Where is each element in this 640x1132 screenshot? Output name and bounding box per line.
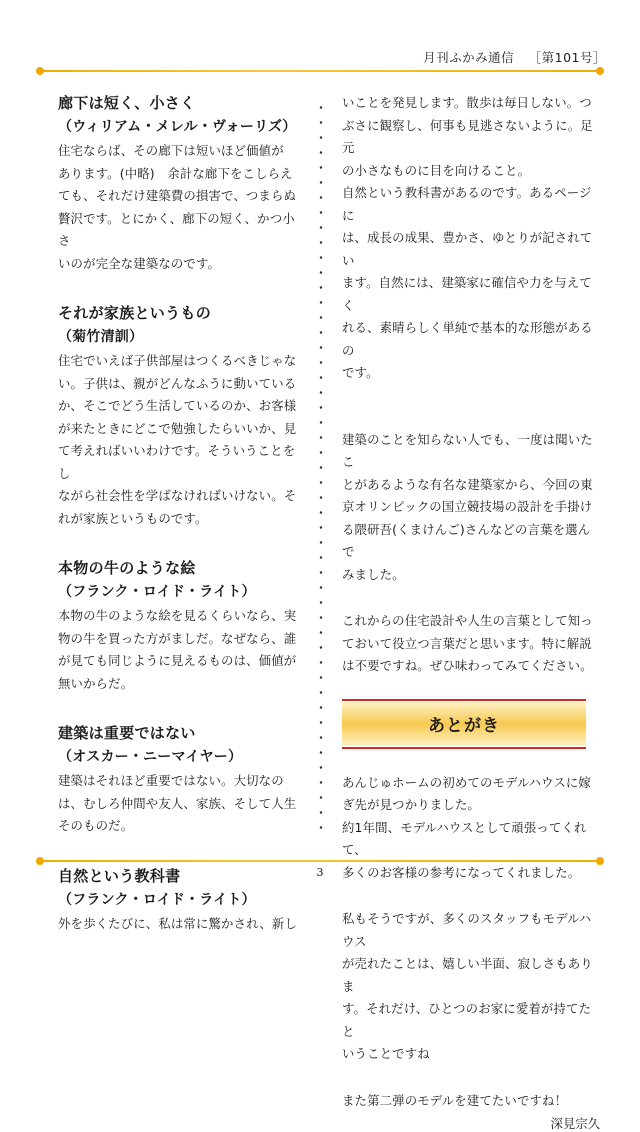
text-line: とがあるような有名な建築家から、今回の東	[342, 476, 593, 492]
text-line: いうことですね	[342, 1046, 430, 1061]
bottom-rule	[40, 860, 600, 862]
quote-body	[58, 140, 304, 275]
quote-title: 廊下は短く、小さく	[58, 94, 196, 112]
text-line: これからの住宅設計や人生の言葉として知っ	[342, 613, 593, 628]
afterword-paragraph	[342, 908, 600, 1066]
afterword-heading: あとがき	[428, 715, 500, 736]
text-line: あんじゅホームの初めてのモデルハウスに嫁	[342, 774, 591, 790]
quote-author: （オスカー・ニーマイヤー）	[58, 749, 243, 765]
text-line: 本物の牛のような絵を見るくらいなら、実	[58, 608, 297, 623]
quote-body-continued	[342, 92, 600, 385]
text-line: ます。自然には、建築家に確信や力を与えてく	[342, 275, 592, 313]
rule-dot	[36, 67, 44, 75]
author-signature: 深見宗久	[550, 1116, 600, 1131]
text-line: 自然という教科書があるのです。あるページに	[342, 185, 592, 223]
text-line: 建築はそれほど重要ではない。大切なの	[58, 773, 284, 788]
column-divider	[319, 100, 323, 840]
text-line: 京オリンピックの国立競技場の設計を手掛け	[342, 499, 593, 514]
quote-author: （フランク・ロイド・ライト）	[58, 891, 256, 908]
quote-author: （フランク・ロイド・ライト）	[58, 584, 256, 600]
text-line: みました。	[342, 566, 405, 582]
afterword-paragraph	[342, 1090, 600, 1113]
left-column	[58, 92, 304, 962]
afterword-banner	[342, 702, 586, 746]
text-line: 無いからだ。	[58, 675, 134, 691]
quote-title: 本物の牛のような絵	[58, 559, 196, 577]
text-line: 建築のことを知らない人でも、一度は聞いたこ	[342, 431, 593, 469]
text-line: そのものだ。	[58, 818, 134, 833]
quote-author: （ウィリアム・メレル・ヴォーリズ）	[58, 119, 297, 135]
text-line: ながら社会性を学ばなければいけない。そ	[58, 488, 297, 503]
quote-body	[58, 913, 304, 936]
rule-dot	[596, 67, 604, 75]
text-line: 多くのお客様の参考になってくれました。	[342, 864, 581, 880]
text-line: いのが完全な建築なのです。	[58, 255, 221, 271]
issue-number: ［第101号］	[528, 50, 606, 65]
text-line: 贅沢です。とにかく、廊下の短く、かつ小さ	[58, 210, 295, 248]
text-line: ぎ先が見つかりました。	[342, 797, 480, 812]
rule-dot	[36, 857, 44, 865]
text-line: 私もそうですが、多くのスタッフもモデルハウス	[342, 911, 592, 949]
publication-name: 月刊ふかみ通信	[423, 50, 515, 65]
text-line: か、そこでどう生活しているのか、お客様	[58, 398, 297, 413]
text-line: 約1年間、モデルハウスとして頑張ってくれて、	[342, 819, 587, 857]
text-line: いことを発見します。散歩は毎日しない。つ	[342, 95, 592, 110]
text-line: ても、それだけ建築費の損害で、つまらぬ	[58, 188, 297, 203]
quote-author: （菊竹清訓）	[58, 329, 144, 345]
text-line: の小さなものに目を向けること。	[342, 162, 531, 178]
quote-title: 建築は重要ではない	[58, 724, 196, 742]
quote-body	[58, 605, 304, 695]
text-line: れる、素晴らしく単純で基本的な形態があるの	[342, 320, 593, 358]
text-line: ておいて役立つ言葉だと思います。特に解説	[342, 635, 592, 651]
text-line: て考えればいいわけです。そういうことをし	[58, 443, 296, 481]
page-header	[423, 48, 606, 66]
text-line: は、むしろ仲間や友人、家族、そして人生	[58, 795, 297, 811]
text-line: また第二弾のモデルを建てたいですね！	[342, 1092, 568, 1108]
right-column	[342, 92, 600, 1132]
text-line: が売れたことは、嬉しい半面、寂しさもありま	[342, 956, 593, 994]
quote-title: それが家族というもの	[58, 304, 212, 322]
text-line: れが家族というものです。	[58, 510, 208, 526]
text-line: あります。(中略) 余計な廊下をこしらえ	[58, 165, 293, 181]
quote-section	[58, 302, 304, 530]
text-line: す。それだけ、ひとつのお家に愛着が持てたと	[342, 1001, 592, 1039]
text-line: る隈研吾(くまけんご)さんなどの言葉を選んで	[342, 521, 591, 559]
rule-dot	[596, 857, 604, 865]
text-line: い。子供は、親がどんなふうに動いている	[58, 375, 297, 391]
text-line: ぶさに観察し、何事も見逃さないように。足元	[342, 117, 593, 155]
text-line: が来たときにどこで勉強したらいいか、見	[58, 420, 297, 436]
text-line: 住宅ならば、その廊下は短いほど価値が	[58, 143, 284, 158]
intro-paragraph	[342, 610, 600, 678]
paragraph-spacer	[342, 409, 600, 429]
page-number: 3	[316, 866, 324, 879]
quote-body	[58, 770, 304, 838]
quote-section	[58, 722, 304, 838]
intro-paragraph	[342, 429, 600, 587]
text-line: は不要ですね。ぜひ味わってみてください。	[342, 658, 593, 673]
text-line: は、成長の成果、豊かさ、ゆとりが記されてい	[342, 230, 593, 268]
top-rule	[40, 70, 600, 72]
quote-section	[58, 557, 304, 695]
quote-title: 自然という教科書	[58, 866, 181, 885]
text-line: が見ても同じように見えるものは、価値が	[58, 653, 297, 668]
text-line: 外を歩くたびに、私は常に驚かされ、新し	[58, 915, 298, 931]
quote-section	[58, 92, 304, 275]
text-line: です。	[342, 365, 379, 380]
text-line: 住宅でいえば子供部屋はつくるべきじゃな	[58, 353, 297, 368]
quote-body	[58, 350, 304, 530]
text-line: 物の牛を買った方がましだ。なぜなら、誰	[58, 630, 297, 646]
